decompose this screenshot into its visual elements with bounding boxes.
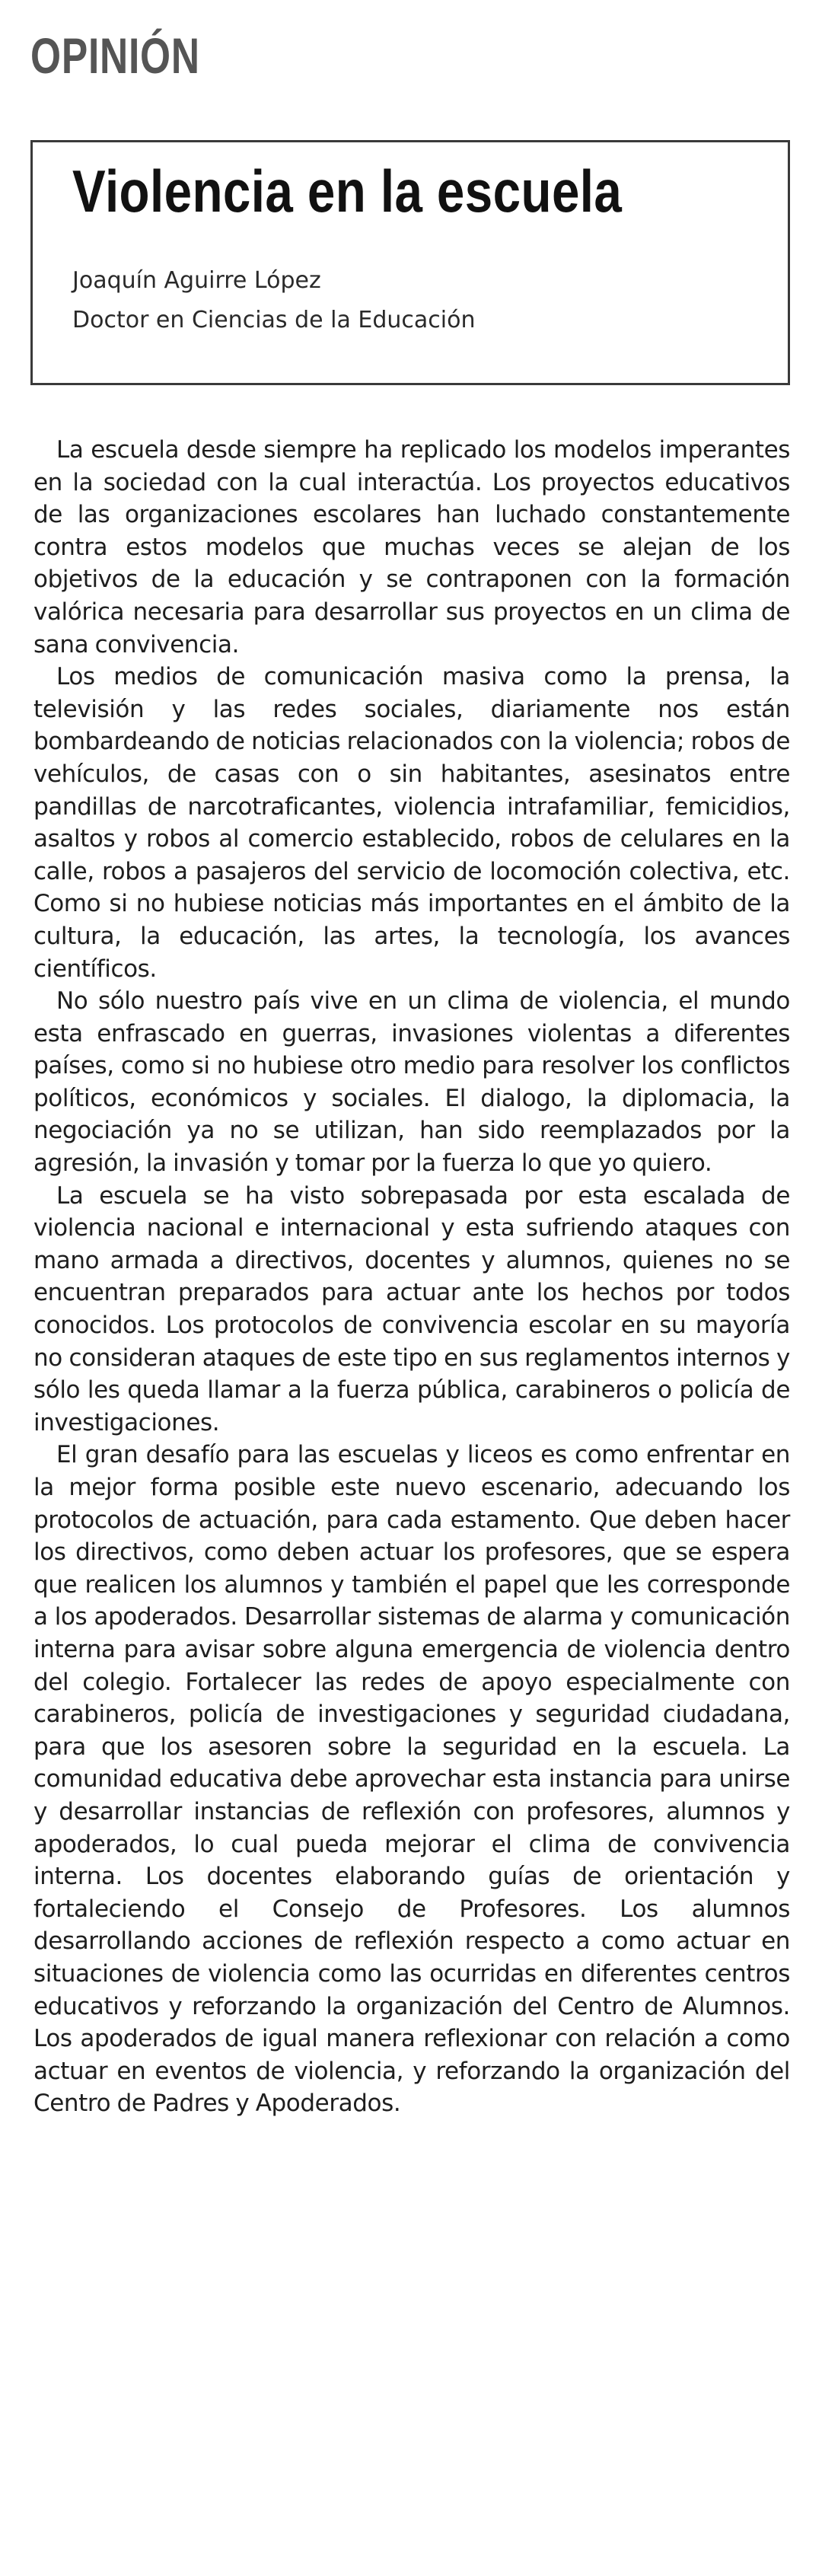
- paragraph-3: No sólo nuestro país vive en un clima de violencia, el mundo esta enfrascado en guerras, invasiones violentas a diferentes países, como si no hubiese otro medio para resolver los conflictos políticos, económicos y sociales. El dialogo, la diplomacia, la negociación ya no se utilizan, han sido reemplazados por la agresión, la invasión y tomar por la fuerza lo que yo quiero.: [33, 987, 790, 1178]
- author-name: Joaquín Aguirre López: [72, 267, 321, 294]
- section-label: OPINIÓN: [30, 27, 200, 84]
- paragraph-5: El gran desafío para las escuelas y liceos es como enfrentar en la mejor forma posible este nuevo escenario, adecuando los protocolos de actuación, para cada estamento. Que deben hacer los directivos, como deben actuar los profesores, que se espera que realicen los alumnos y también el papel que les corresponde a los apoderados. Desarrollar sistemas de alarma y comunicación interna para avisar sobre alguna emergencia de violencia dentro del colegio. Fortalecer las redes de apoyo especialmente con carabineros, policía de investigaciones y seguridad ciudadana, para que los asesoren sobre la seguridad en la escuela. La comunidad educativa debe aprovechar esta instancia para unirse y desarrollar instancias de reflexión con profesores, alumnos y apoderados, lo cual pueda mejorar el clima de convivencia interna. Los docentes elaborando guías de orientación y fortaleciendo el Consejo de Profesores. Los alumnos desarrollando acciones de reflexión respecto a como actuar en situaciones de violencia como las ocurridas en diferentes centros educativos y reforzando la organización del Centro de Alumnos. Los apoderados de igual manera reflexionar con relación a como actuar en eventos de violencia, y reforzando la organización del Centro de Padres y Apoderados.: [33, 1441, 790, 2118]
- paragraph-4: La escuela se ha visto sobrepasada por esta escalada de violencia nacional e internacional y esta sufriendo ataques con mano armada a directivos, docentes y alumnos, quienes no se encuentran preparados para actuar ante los hechos por todos conocidos. Los protocolos de convivencia escolar en su mayoría no consideran ataques de este tipo en sus reglamentos internos y sólo les queda llamar a la fuerza pública, carabineros o policía de investigaciones.: [33, 1181, 790, 1436]
- title-box: [30, 140, 790, 385]
- article-body: [33, 434, 790, 2120]
- paragraph-2: Los medios de comunicación masiva como la prensa, la televisión y las redes sociales, diariamente nos están bombardeando de noticias relacionados con la violencia; robos de vehículos, de casas con o sin habitantes, asesinatos entre pandillas de narcotraficantes, violencia intrafamiliar, femicidios, asaltos y robos al comercio establecido, robos de celulares en la calle, robos a pasajeros del servicio de locomoción colectiva, etc. Como si no hubiese noticias más importantes en el ámbito de la cultura, la educación, las artes, la tecnología, los avances científicos.: [33, 663, 790, 983]
- author-role: Doctor en Ciencias de la Educación: [72, 307, 476, 333]
- paragraph-1: La escuela desde siempre ha replicado los modelos imperantes en la sociedad con la cual interactúa. Los proyectos educativos de las organizaciones escolares han luchado constantemente contra estos modelos que muchas veces se alejan de los objetivos de la educación y se contraponen con la formación valórica necesaria para desarrollar sus proyectos en un clima de sana convivencia.: [33, 436, 790, 658]
- article-title: Violencia en la escuela: [72, 158, 623, 225]
